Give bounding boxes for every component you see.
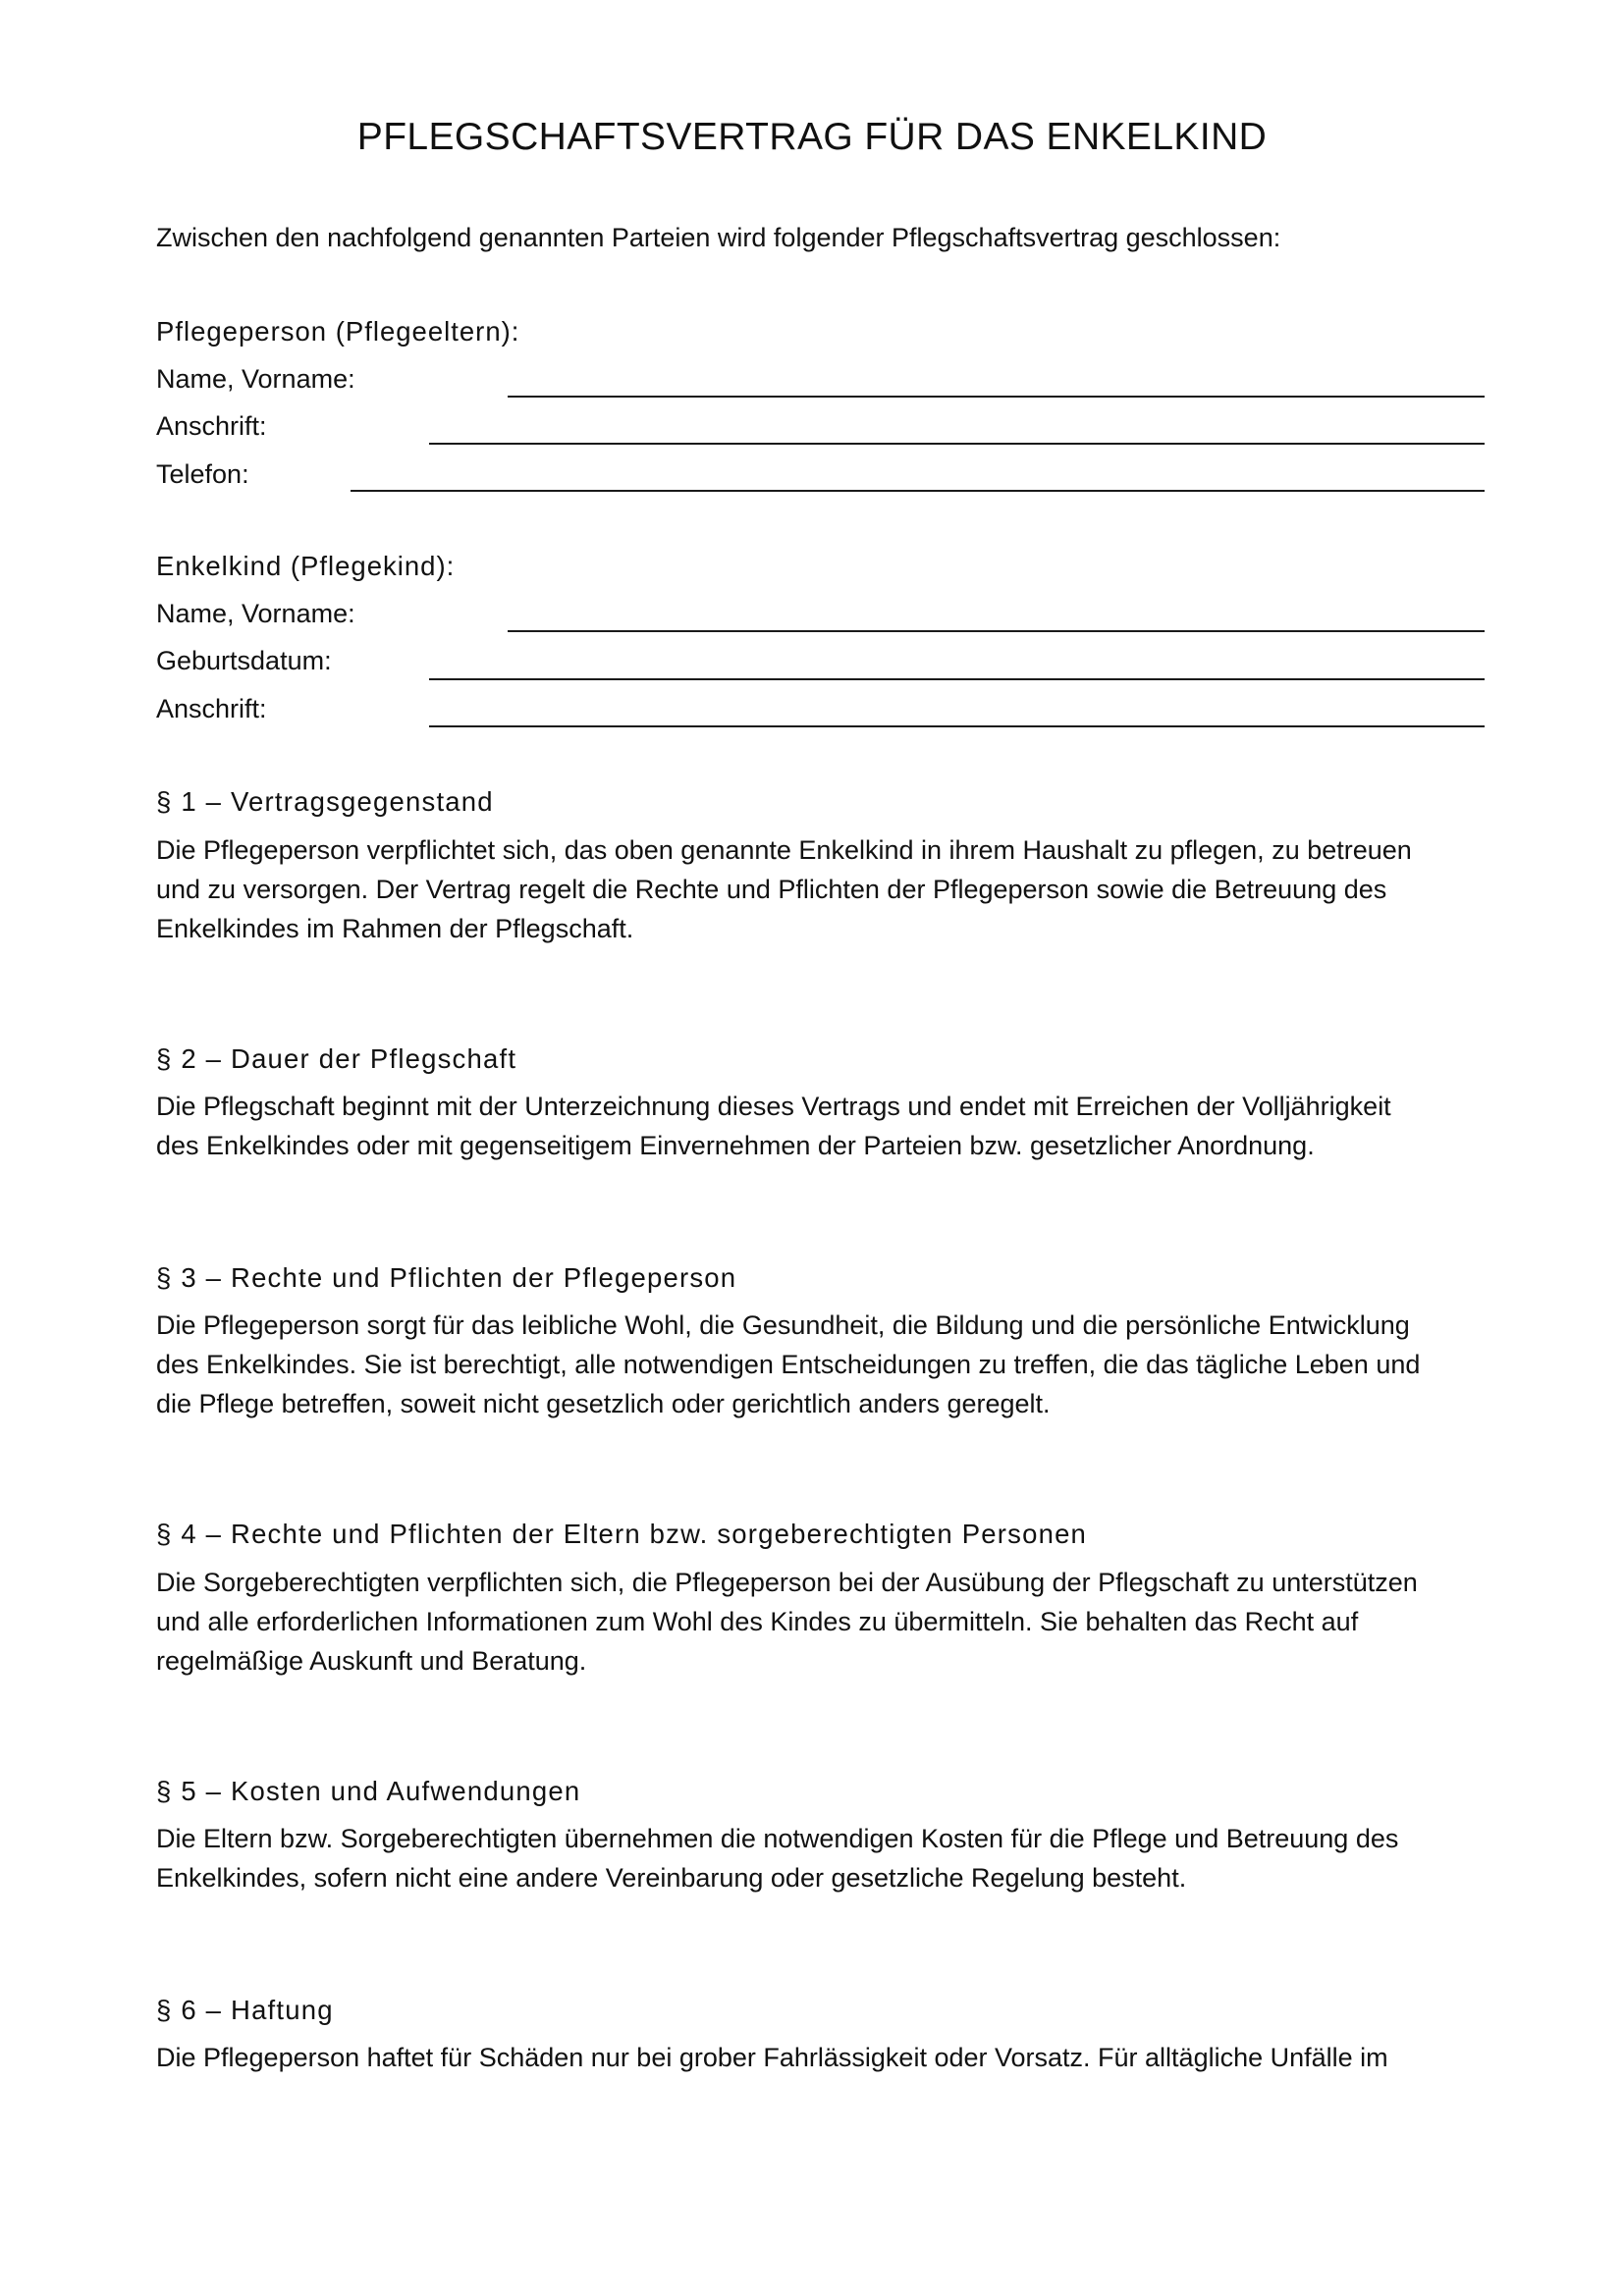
foster-parent-phone-label: Telefon:: [156, 459, 249, 489]
paragraph-line: Enkelkindes, sofern nicht eine andere Vereinbarung oder gesetzliche Regelung besteht.: [156, 1863, 1187, 1893]
paragraph-line: und alle erforderlichen Informationen zum Wohl des Kindes zu übermitteln. Sie behalten das Recht auf: [156, 1607, 1359, 1636]
section-5-heading: § 5 – Kosten und Aufwendungen: [156, 1776, 581, 1806]
paragraph-line: des Enkelkindes oder mit gegenseitigem Einvernehmen der Parteien bzw. gesetzlicher Anordnung.: [156, 1131, 1315, 1160]
section-3-heading: § 3 – Rechte und Pflichten der Pflegeperson: [156, 1262, 737, 1293]
intro-text: Zwischen den nachfolgend genannten Parteien wird folgender Pflegschaftsvertrag geschlossen:: [156, 223, 1281, 252]
foster-parent-phone-field[interactable]: [351, 490, 1485, 492]
paragraph-line: Die Sorgeberechtigten verpflichten sich, die Pflegeperson bei der Ausübung der Pflegschaft zu unterstützen: [156, 1568, 1418, 1597]
paragraph-line: Enkelkindes im Rahmen der Pflegschaft.: [156, 914, 634, 943]
foster-parent-name-field[interactable]: [508, 396, 1485, 398]
paragraph-line: Die Eltern bzw. Sorgeberechtigten übernehmen die notwendigen Kosten für die Pflege und Betreuung des: [156, 1824, 1399, 1853]
paragraph-line: die Pflege betreffen, soweit nicht gesetzlich oder gerichtlich anders geregelt.: [156, 1389, 1051, 1418]
paragraph-line: des Enkelkindes. Sie ist berechtigt, alle notwendigen Entscheidungen zu treffen, die das tägliche Leben und: [156, 1350, 1421, 1379]
grandchild-name-field[interactable]: [508, 630, 1485, 632]
grandchild-heading: Enkelkind (Pflegekind):: [156, 551, 456, 581]
section-4-text: [156, 1563, 1491, 1681]
section-1-heading: § 1 – Vertragsgegenstand: [156, 786, 494, 817]
section-5-text: [156, 1819, 1491, 1897]
foster-parent-heading: Pflegeperson (Pflegeeltern):: [156, 316, 520, 347]
paragraph-line: Die Pflegeperson sorgt für das leibliche Wohl, die Gesundheit, die Bildung und die persönliche Entwicklung: [156, 1310, 1410, 1340]
section-2-heading: § 2 – Dauer der Pflegschaft: [156, 1043, 517, 1074]
document-title: PFLEGSCHAFTSVERTRAG FÜR DAS ENKELKIND: [356, 116, 1268, 158]
grandchild-name-label: Name, Vorname:: [156, 599, 355, 628]
paragraph-line: Die Pflegschaft beginnt mit der Unterzeichnung dieses Vertrags und endet mit Erreichen der Volljährigkeit: [156, 1092, 1391, 1121]
section-6-text: [156, 2038, 1491, 2077]
foster-parent-address-label: Anschrift:: [156, 411, 267, 441]
grandchild-birthdate-label: Geburtsdatum:: [156, 646, 332, 675]
section-4-heading: § 4 – Rechte und Pflichten der Eltern bzw. sorgeberechtigten Personen: [156, 1519, 1088, 1549]
foster-parent-address-field[interactable]: [429, 443, 1485, 445]
grandchild-birthdate-field[interactable]: [429, 678, 1485, 680]
foster-parent-name-label: Name, Vorname:: [156, 364, 355, 394]
paragraph-line: regelmäßige Auskunft und Beratung.: [156, 1646, 587, 1676]
grandchild-address-field[interactable]: [429, 725, 1485, 727]
section-2-text: [156, 1087, 1491, 1165]
section-3-text: [156, 1306, 1491, 1423]
paragraph-line: und zu versorgen. Der Vertrag regelt die Rechte und Pflichten der Pflegeperson sowie die Betreuung des: [156, 875, 1387, 904]
paragraph-line: Die Pflegeperson verpflichtet sich, das oben genannte Enkelkind in ihrem Haushalt zu pflegen, zu betreuen: [156, 835, 1412, 865]
section-6-heading: § 6 – Haftung: [156, 1995, 334, 2025]
section-1-text: [156, 830, 1491, 948]
paragraph-line: Die Pflegeperson haftet für Schäden nur bei grober Fahrlässigkeit oder Vorsatz. Für alltägliche Unfälle im: [156, 2043, 1388, 2072]
grandchild-address-label: Anschrift:: [156, 694, 267, 723]
